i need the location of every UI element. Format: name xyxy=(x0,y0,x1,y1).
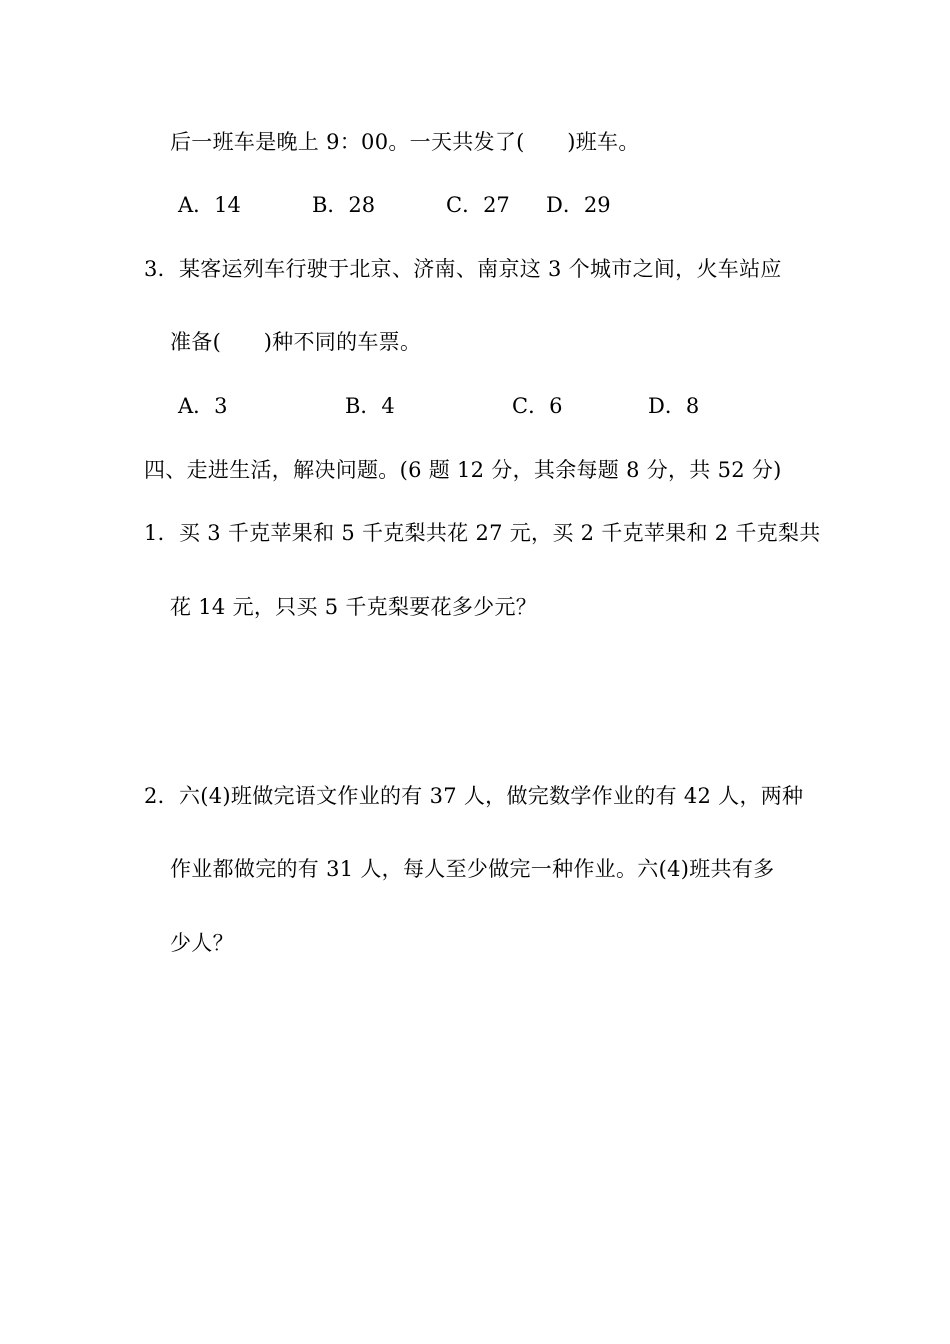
problem-2-line1: 2．六(4)班做完语文作业的有 37 人，做完数学作业的有 42 人，两种 xyxy=(144,784,804,808)
q2-option-a: A．14 xyxy=(178,193,241,217)
q3-option-b: B．4 xyxy=(345,394,395,418)
q3-option-d: D．8 xyxy=(648,394,700,418)
q2-option-b: B．28 xyxy=(312,193,376,217)
problem-2-line3: 少人？ xyxy=(170,931,234,955)
problem-1-line1: 1．买 3 千克苹果和 5 千克梨共花 27 元，买 2 千克苹果和 2 千克梨共 xyxy=(144,521,821,545)
q3-text-line1: 3．某客运列车行驶于北京、济南、南京这 3 个城市之间，火车站应 xyxy=(144,257,782,281)
q3-text-line2: 准备( )种不同的车票。 xyxy=(170,330,422,354)
q2-continuation-text: 后一班车是晚上 9：00。一天共发了( )班车。 xyxy=(170,130,640,154)
q2-option-d: D．29 xyxy=(546,193,611,217)
q2-option-c: C．27 xyxy=(446,193,510,217)
problem-1-line2: 花 14 元，只买 5 千克梨要花多少元？ xyxy=(170,595,538,619)
q3-option-c: C．6 xyxy=(512,394,563,418)
section-4-heading: 四、走进生活，解决问题。(6 题 12 分，其余每题 8 分，共 52 分) xyxy=(144,458,782,482)
q3-option-a: A．3 xyxy=(178,394,228,418)
problem-2-line2: 作业都做完的有 31 人，每人至少做完一种作业。六(4)班共有多 xyxy=(170,857,775,881)
